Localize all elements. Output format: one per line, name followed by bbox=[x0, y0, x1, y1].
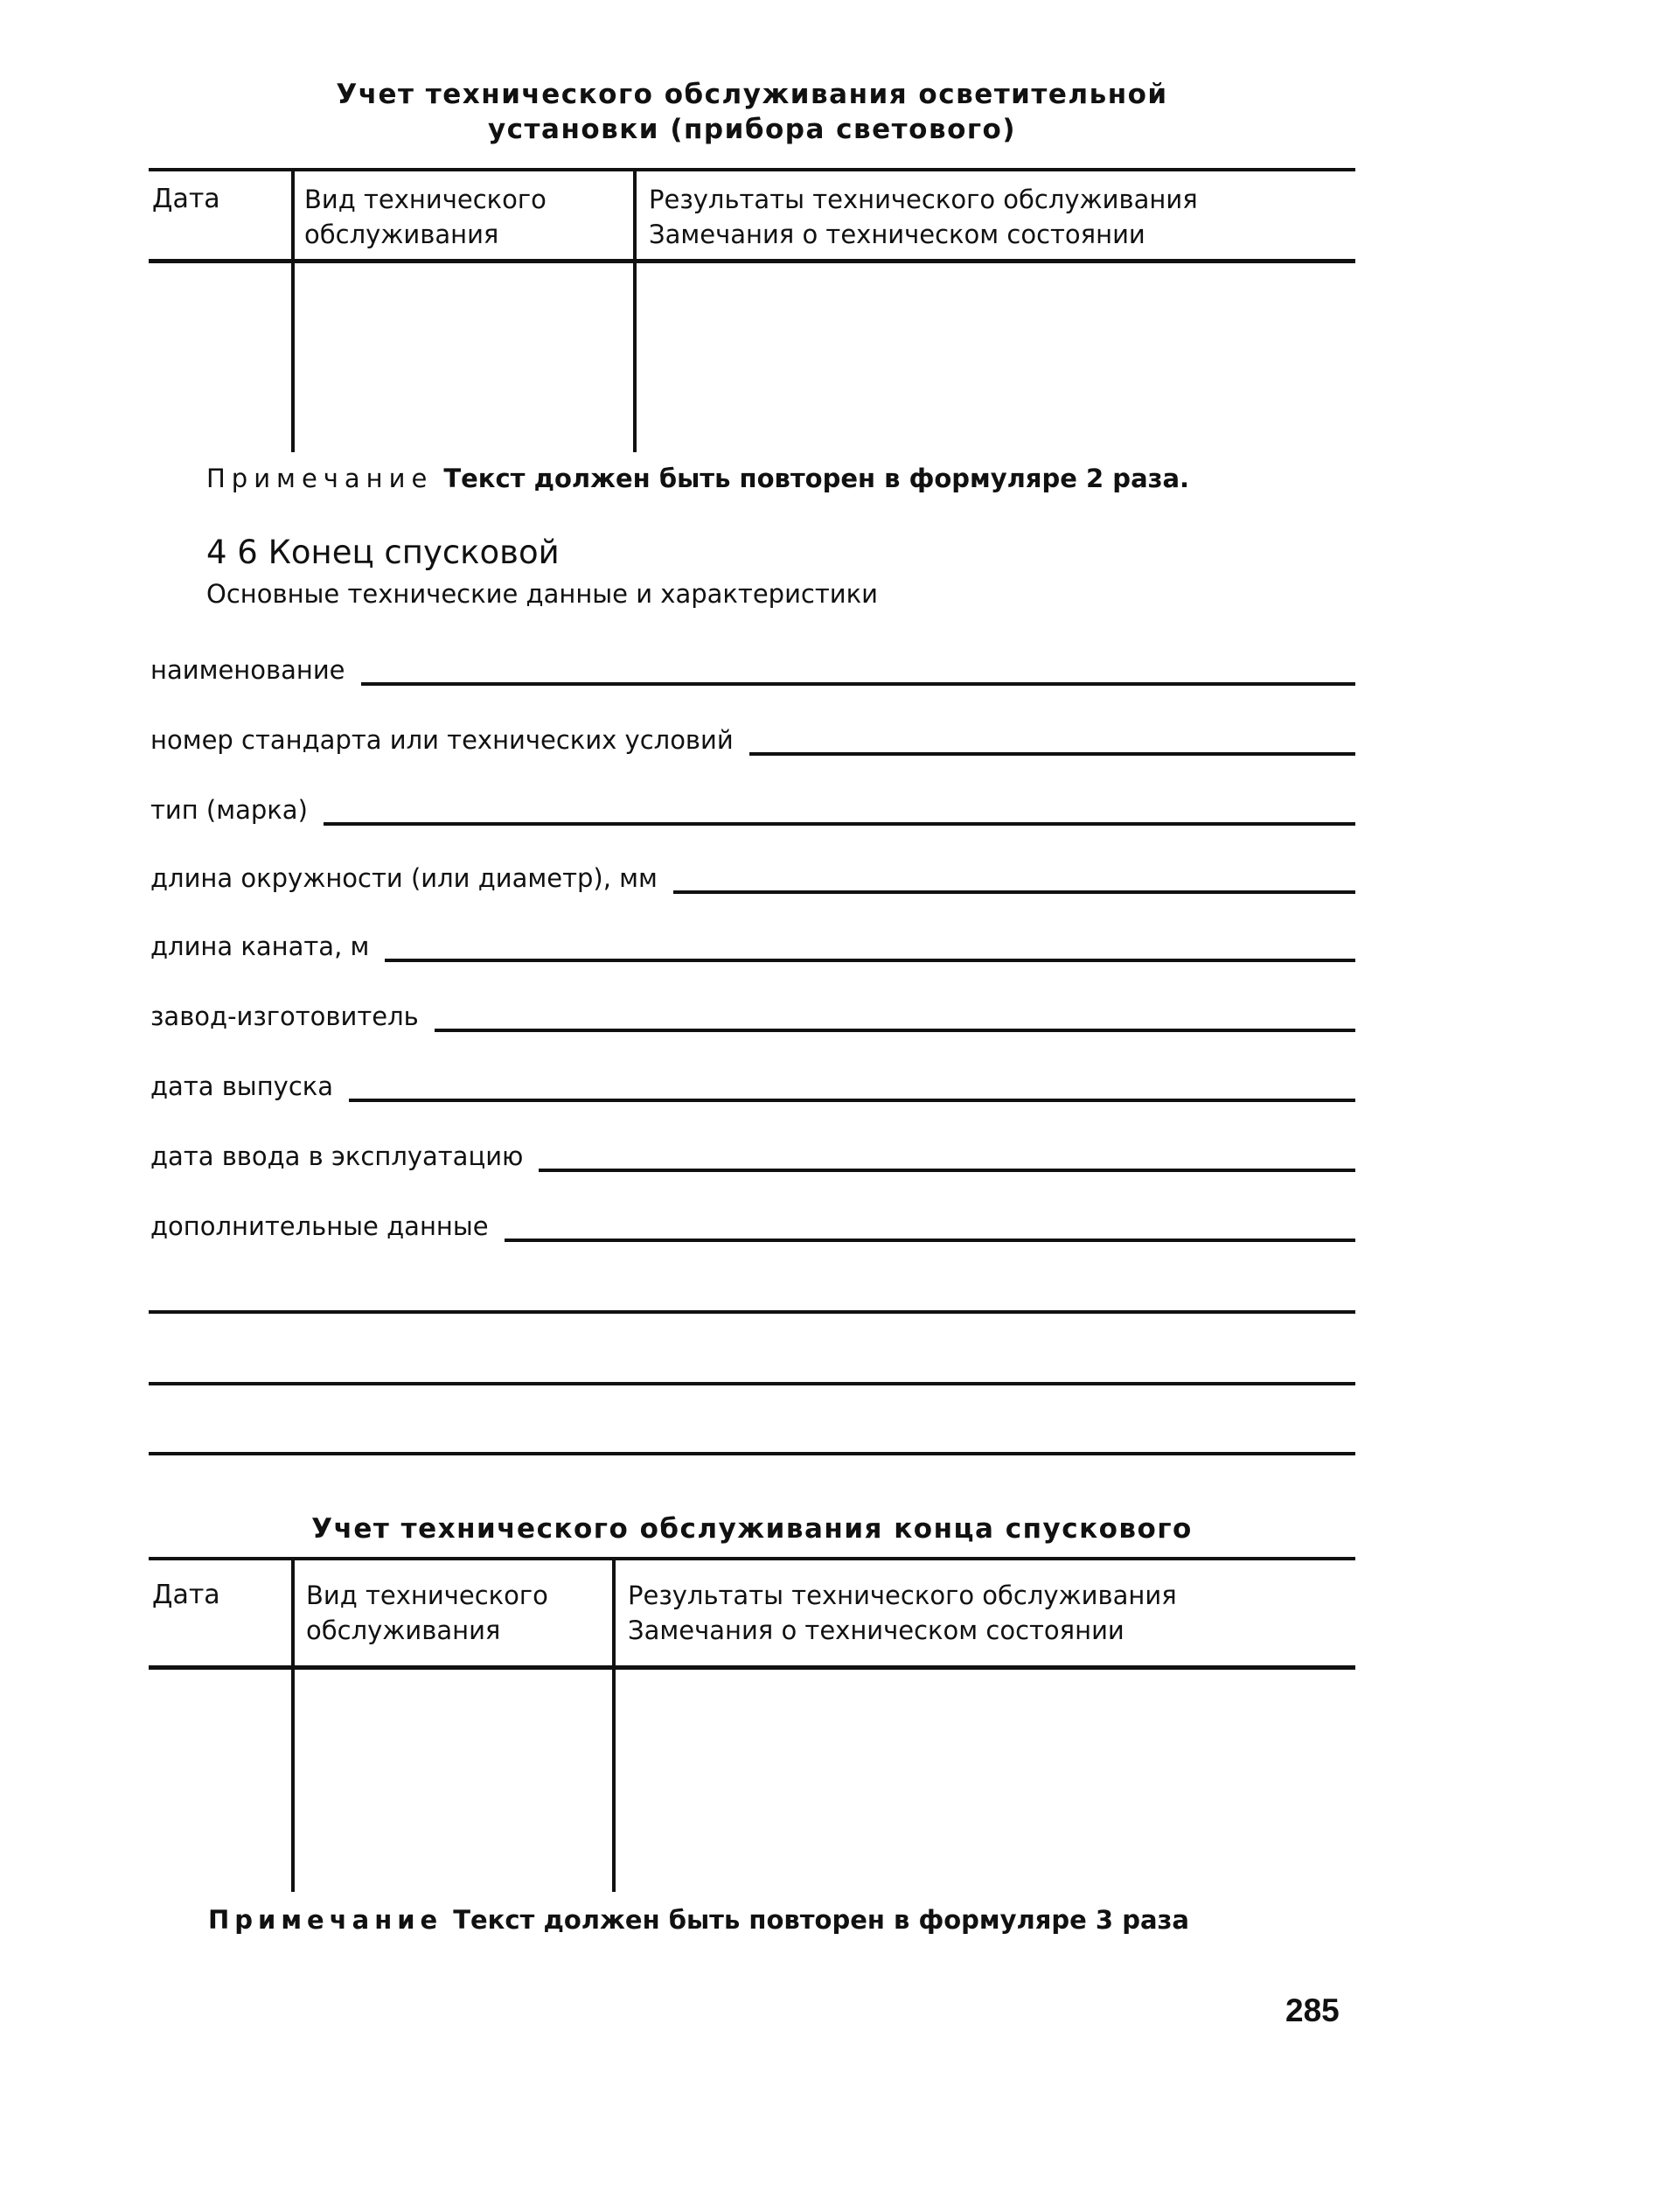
field-label: дополнительные данные bbox=[150, 1211, 489, 1241]
table-header-rule bbox=[149, 259, 1355, 263]
field-label: дата выпуска bbox=[150, 1071, 334, 1101]
field-name bbox=[150, 647, 1355, 686]
header-results-line2: Замечания о техническом состоянии bbox=[649, 220, 1145, 249]
section-heading: 4 6 Конец спусковой bbox=[206, 534, 560, 571]
section-subheading: Основные технические данные и характеристики bbox=[206, 579, 878, 609]
blank-fill-line[interactable] bbox=[149, 1310, 1355, 1314]
header-date: Дата bbox=[152, 184, 220, 214]
header-maintenance-type-line1: Вид технического bbox=[304, 185, 547, 214]
header-date: Дата bbox=[152, 1580, 220, 1610]
note-text: Текст должен быть повторен в формуляре 3 раза bbox=[453, 1905, 1189, 1935]
field-label: наименование bbox=[150, 655, 345, 685]
header-results-line2: Замечания о техническом состоянии bbox=[628, 1615, 1124, 1645]
field-standard-number bbox=[150, 717, 1355, 756]
table1-title-line2: установки (прибора светового) bbox=[487, 114, 1017, 145]
header-maintenance-type-line2: обслуживания bbox=[306, 1615, 501, 1645]
table2-title: Учет технического обслуживания конца спускового bbox=[311, 1513, 1193, 1545]
fill-in-line[interactable] bbox=[435, 1029, 1355, 1032]
maintenance-table-descender bbox=[149, 1557, 1355, 1892]
field-label: тип (марка) bbox=[150, 795, 308, 825]
note-repeat-3 bbox=[208, 1905, 1189, 1935]
table1-title-line1: Учет технического обслуживания осветительной bbox=[336, 79, 1168, 110]
fill-in-line[interactable] bbox=[349, 1099, 1355, 1102]
field-release-date bbox=[150, 1064, 1355, 1102]
header-results bbox=[649, 182, 1198, 252]
table-top-rule bbox=[149, 1557, 1355, 1560]
field-label: номер стандарта или технических условий bbox=[150, 725, 734, 755]
fill-in-line[interactable] bbox=[749, 752, 1355, 756]
field-additional-data bbox=[150, 1204, 1355, 1242]
header-maintenance-type-line2: обслуживания bbox=[304, 220, 499, 249]
header-results bbox=[628, 1578, 1177, 1648]
field-label: длина окружности (или диаметр), мм bbox=[150, 863, 658, 893]
table-column-divider bbox=[291, 168, 295, 452]
field-label: дата ввода в эксплуатацию bbox=[150, 1141, 524, 1171]
table-top-rule bbox=[149, 168, 1355, 171]
header-maintenance-type bbox=[304, 182, 547, 252]
fill-in-line[interactable] bbox=[324, 822, 1355, 826]
field-circumference bbox=[150, 855, 1355, 894]
field-commissioning-date bbox=[150, 1134, 1355, 1172]
field-type bbox=[150, 787, 1355, 826]
fill-in-line[interactable] bbox=[385, 959, 1355, 962]
fill-in-line[interactable] bbox=[673, 890, 1355, 894]
page-number: 285 bbox=[1285, 1992, 1340, 2028]
fill-in-line[interactable] bbox=[361, 682, 1355, 686]
table-column-divider bbox=[633, 168, 637, 452]
blank-fill-line[interactable] bbox=[149, 1452, 1355, 1455]
table-header-rule bbox=[149, 1665, 1355, 1670]
note-label: Примечание bbox=[206, 464, 434, 493]
note-text: Текст должен быть повторен в формуляре 2 раза. bbox=[443, 464, 1190, 493]
table-column-divider bbox=[612, 1557, 616, 1892]
header-maintenance-type-line1: Вид технического bbox=[306, 1580, 548, 1610]
fill-in-line[interactable] bbox=[539, 1169, 1355, 1172]
maintenance-table-lighting bbox=[149, 168, 1355, 452]
table1-title bbox=[149, 77, 1355, 147]
field-rope-length bbox=[150, 924, 1355, 962]
note-label: Примечание bbox=[208, 1905, 443, 1935]
fill-in-line[interactable] bbox=[505, 1239, 1355, 1242]
header-results-line1: Результаты технического обслуживания bbox=[628, 1580, 1177, 1610]
blank-fill-line[interactable] bbox=[149, 1382, 1355, 1385]
field-label: завод-изготовитель bbox=[150, 1001, 419, 1031]
header-results-line1: Результаты технического обслуживания bbox=[649, 185, 1198, 214]
table-column-divider bbox=[291, 1557, 295, 1892]
field-manufacturer bbox=[150, 994, 1355, 1032]
header-maintenance-type bbox=[306, 1578, 548, 1648]
field-label: длина каната, м bbox=[150, 932, 370, 961]
note-repeat-2 bbox=[206, 464, 1189, 493]
